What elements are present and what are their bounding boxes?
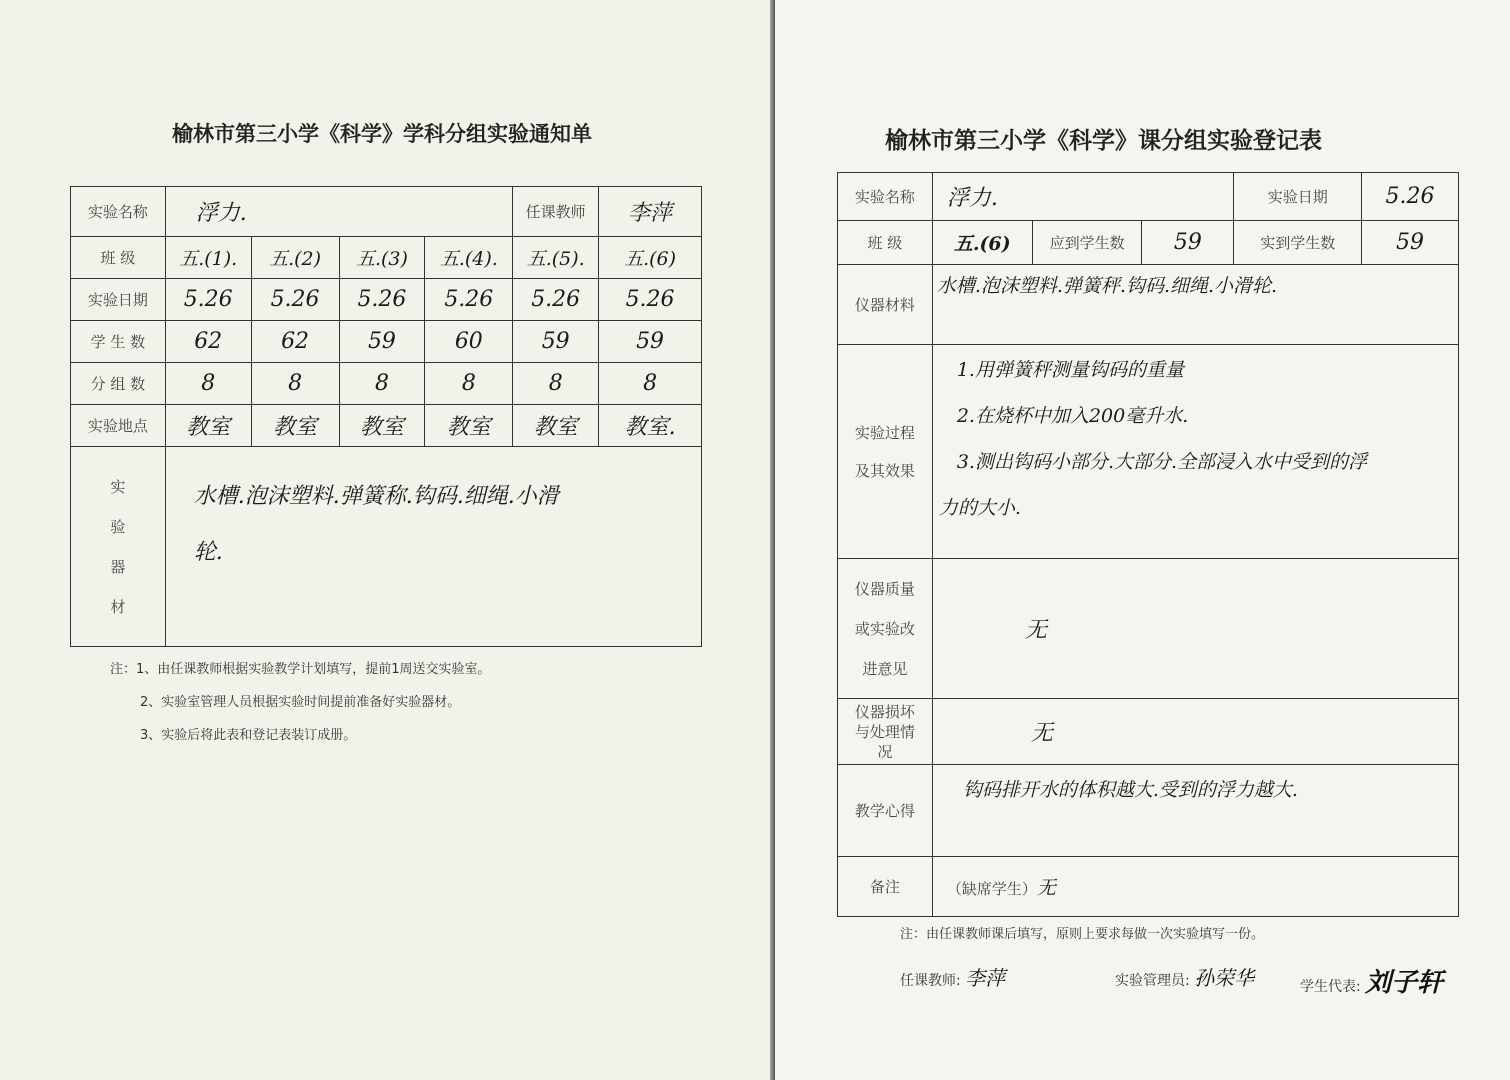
teacher-value: 李萍 [599, 187, 702, 237]
student-sig-label: 学生代表: [1300, 979, 1361, 995]
groups-label: 分 组 数 [71, 363, 166, 405]
absent-value: 无 [1036, 877, 1056, 899]
groups-cell: 8 [599, 363, 702, 405]
expected-label: 应到学生数 [1032, 221, 1142, 265]
date-label: 实验日期 [71, 279, 166, 321]
equip-char: 材 [110, 597, 126, 616]
register-table [837, 172, 1459, 917]
process-label [838, 345, 933, 559]
process-line: 2.在烧杯中加入200毫升水. [956, 405, 1189, 427]
quality-label-line: 进意见 [862, 659, 908, 678]
register-sheet [775, 0, 1510, 1080]
remarks-label: 备注 [838, 857, 933, 917]
admin-signature [1115, 962, 1254, 991]
process-line: 力的大小. [938, 497, 1021, 519]
notice-title: 榆林市第三小学《科学》学科分组实验通知单 [172, 121, 592, 146]
students-label: 学 生 数 [71, 321, 166, 363]
date-cell: 5.26 [425, 279, 513, 321]
groups-cell: 8 [425, 363, 513, 405]
insight-value: 钩码排开水的体积越大.受到的浮力越大. [932, 765, 1458, 857]
process-line: 3.测出钩码小部分.大部分.全部浸入水中受到的浮 [956, 451, 1368, 473]
damage-label-line: 况 [877, 742, 893, 761]
materials-value: 水槽.泡沫塑料.弹簧秤.钩码.细绳.小滑轮. [932, 265, 1458, 345]
class-label: 班 级 [71, 237, 166, 279]
class-cell: 五.(5). [513, 237, 599, 279]
date-cell: 5.26 [251, 279, 339, 321]
date-cell: 5.26 [599, 279, 702, 321]
reg-name-value: 浮力. [932, 173, 1234, 221]
groups-cell: 8 [165, 363, 251, 405]
quality-label-line: 或实验改 [854, 619, 915, 638]
equipment-label [71, 447, 166, 647]
quality-label [838, 559, 933, 699]
process-value [932, 345, 1458, 559]
reg-name-label: 实验名称 [838, 173, 933, 221]
expected-value: 59 [1142, 221, 1234, 265]
date-cell: 5.26 [165, 279, 251, 321]
students-cell: 59 [513, 321, 599, 363]
teacher-sig-value: 李萍 [965, 966, 1006, 990]
students-cell: 62 [165, 321, 251, 363]
notice-table [70, 186, 702, 647]
groups-cell: 8 [513, 363, 599, 405]
reg-date-label: 实验日期 [1234, 173, 1362, 221]
place-cell: 教室 [165, 405, 251, 447]
materials-label: 仪器材料 [838, 265, 933, 345]
register-footer-note: 注：由任课教师课后填写，原则上要求每做一次实验填写一份。 [900, 927, 1265, 942]
equipment-line: 水槽.泡沫塑料.弹簧称.钩码.细绳.小滑 [193, 484, 559, 509]
reg-class-label: 班 级 [838, 221, 933, 265]
reg-date-value: 5.26 [1362, 173, 1459, 221]
place-cell: 教室 [425, 405, 513, 447]
equip-char: 器 [110, 557, 126, 576]
notice-note-2: 2、实验室管理人员根据实验时间提前准备好实验器材。 [140, 695, 461, 710]
equipment-value [165, 447, 701, 647]
process-label-line: 及其效果 [854, 461, 915, 480]
class-cell: 五.(2) [251, 237, 339, 279]
groups-cell: 8 [251, 363, 339, 405]
date-cell: 5.26 [513, 279, 599, 321]
student-sig-value: 刘子轩 [1365, 968, 1444, 998]
equip-char: 实 [110, 477, 126, 496]
damage-label [838, 699, 933, 765]
student-signature [1300, 962, 1443, 999]
actual-label: 实到学生数 [1234, 221, 1362, 265]
date-cell: 5.26 [339, 279, 425, 321]
place-cell: 教室 [513, 405, 599, 447]
students-cell: 62 [251, 321, 339, 363]
place-label: 实验地点 [71, 405, 166, 447]
reg-class-value: 五.(6) [932, 221, 1032, 265]
process-line: 1.用弹簧秤测量钩码的重量 [956, 359, 1184, 381]
teacher-label: 任课教师 [513, 187, 599, 237]
teacher-sig-label: 任课教师: [900, 973, 961, 989]
class-cell: 五.(3) [339, 237, 425, 279]
actual-value: 59 [1362, 221, 1459, 265]
place-cell: 教室. [599, 405, 702, 447]
register-title: 榆林市第三小学《科学》课分组实验登记表 [885, 127, 1322, 154]
class-cell: 五.(1). [165, 237, 251, 279]
quality-value: 无 [932, 559, 1458, 699]
damage-label-line: 与处理情 [854, 722, 915, 741]
groups-cell: 8 [339, 363, 425, 405]
name-label: 实验名称 [71, 187, 166, 237]
process-label-line: 实验过程 [854, 423, 915, 442]
damage-value: 无 [932, 699, 1458, 765]
equip-char: 验 [110, 517, 126, 536]
notice-note-3: 3、实验后将此表和登记表装订成册。 [140, 728, 357, 743]
absent-label: （缺席学生） [946, 880, 1037, 898]
remarks-value [932, 857, 1458, 917]
teacher-signature [900, 962, 1005, 991]
equipment-line: 轮. [193, 540, 223, 565]
quality-label-line: 仪器质量 [854, 579, 915, 598]
insight-label: 教学心得 [838, 765, 933, 857]
damage-label-line: 仪器损坏 [854, 702, 915, 721]
name-value: 浮力. [165, 187, 513, 237]
class-cell: 五.(4). [425, 237, 513, 279]
students-cell: 59 [599, 321, 702, 363]
admin-sig-value: 孙荣华 [1194, 966, 1255, 990]
students-cell: 60 [425, 321, 513, 363]
notice-note-1: 注：1、由任课教师根据实验教学计划填写，提前1周送交实验室。 [110, 662, 491, 677]
class-cell: 五.(6) [599, 237, 702, 279]
admin-sig-label: 实验管理员: [1115, 973, 1190, 989]
place-cell: 教室 [251, 405, 339, 447]
place-cell: 教室 [339, 405, 425, 447]
students-cell: 59 [339, 321, 425, 363]
